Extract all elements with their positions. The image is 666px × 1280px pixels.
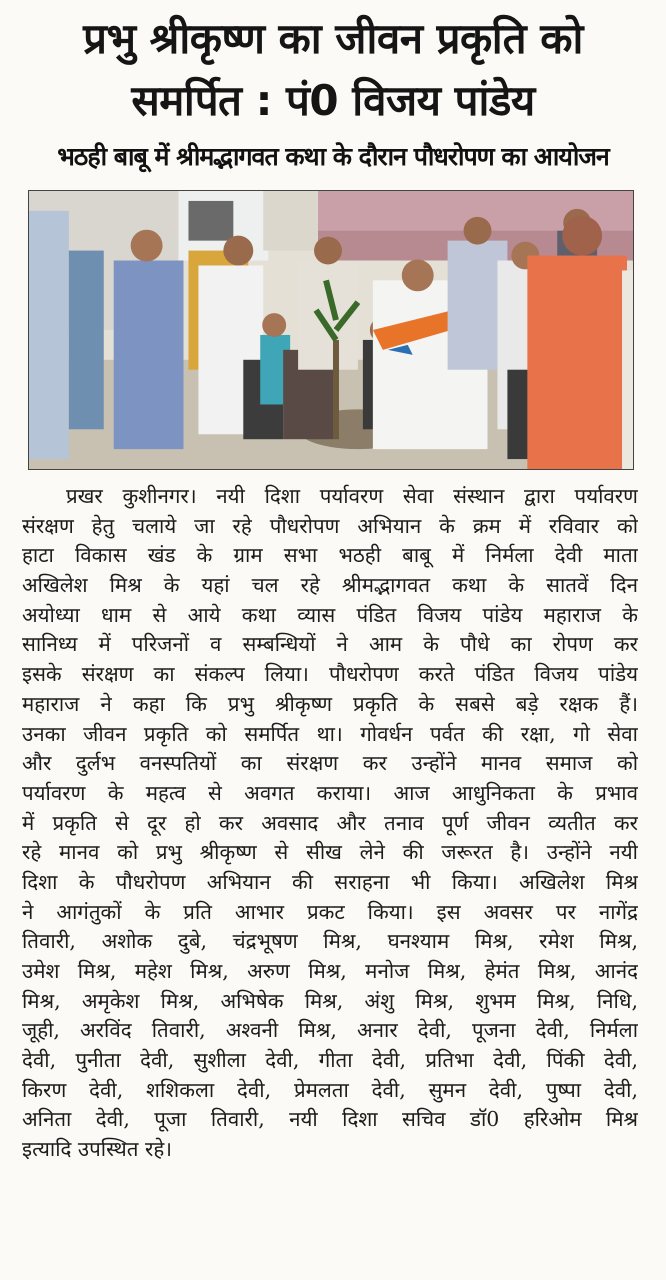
- article-line: ने आगंतुकों के प्रति आभार प्रकट किया। इस अवसर पर नागेंद्र: [22, 899, 638, 924]
- article-line: और दुर्लभ वनस्पतियों का संरक्षण कर उन्होंने मानव समाज को: [22, 751, 638, 776]
- article-line: उमेश मिश्र, महेश मिश्र, अरुण मिश्र, मनोज मिश्र, हेमंत मिश्र, आनंद: [22, 959, 638, 983]
- article-line: जूही, अरविंद तिवारी, अश्वनी मिश्र, अनार देवी, पूजना देवी, निर्मला: [22, 1018, 638, 1043]
- article-line: रहे मानव को प्रभु श्रीकृष्ण से सीख लेने की जरूरत है। उन्होंने नयी: [22, 840, 638, 865]
- article-line-last: इत्यादि उपस्थित रहे।: [22, 1137, 173, 1162]
- article-line: महाराज ने कहा कि प्रभु श्रीकृष्ण प्रकृति के सबसे बड़े रक्षक हैं।: [22, 691, 638, 716]
- headline-line-1: प्रभु श्रीकृष्ण का जीवन प्रकृति को: [83, 14, 583, 63]
- article-line: इसके संरक्षण का संकल्प लिया। पौधरोपण करते पंडित विजय पांडेय: [22, 662, 638, 687]
- article-line: हाटा विकास खंड के ग्राम सभा भठही बाबू में निर्मला देवी माता: [22, 543, 638, 568]
- article-line: मिश्र, अमृकेश मिश्र, अभिषेक मिश्र, अंशु मिश्र, शुभम मिश्र, निधि,: [22, 988, 638, 1013]
- article-line: अखिलेश मिश्र के यहां चल रहे श्रीमद्भागवत कथा के सातवें दिन: [22, 573, 638, 598]
- news-photo: [28, 190, 634, 470]
- article-line: प्रखर कुशीनगर। नयी दिशा पर्यावरण सेवा संस्थान द्वारा पर्यावरण: [66, 484, 638, 508]
- headline-line-2: समर्पित : पं0 विजय पांडेय: [131, 76, 535, 125]
- article-line: में प्रकृति से दूर हो कर अवसाद और तनाव पूर्ण जीवन व्यतीत कर: [22, 810, 638, 835]
- article-line: अयोध्या धाम से आये कथा व्यास पंडित विजय पांडेय महाराज के: [22, 602, 638, 627]
- tree-planting-photo-icon: [29, 191, 633, 469]
- article-line: तिवारी, अशोक दुबे, चंद्रभूषण मिश्र, घनश्याम मिश्र, रमेश मिश्र,: [22, 929, 638, 954]
- article-line: उनका जीवन प्रकृति को समर्पित था। गोवर्धन पर्वत की रक्षा, गो सेवा: [22, 721, 638, 746]
- subheadline: भठही बाबू में श्रीमद्भागवत कथा के दौरान पौधरोपण का आयोजन: [57, 142, 609, 171]
- article-line: किरण देवी, शशिकला देवी, प्रेमलता देवी, सुमन देवी, पुष्पा देवी,: [22, 1077, 638, 1102]
- article-body: [22, 482, 638, 1272]
- article-line: संरक्षण हेतु चलाये जा रहे पौधरोपण अभियान के क्रम में रविवार को: [22, 513, 638, 538]
- article-line: सानिध्य में परिजनों व सम्बन्धियों ने आम के पौधे का रोपण कर: [22, 632, 638, 657]
- article-line: अनिता देवी, पूजा तिवारी, नयी दिशा सचिव डॉ0 हरिओम मिश्र: [22, 1107, 638, 1132]
- article-line: पर्यावरण के महत्व से अवगत कराया। आज आधुनिकता के प्रभाव: [22, 780, 638, 805]
- article-line: देवी, पुनीता देवी, सुशीला देवी, गीता देवी, प्रतिभा देवी, पिंकी देवी,: [22, 1048, 638, 1073]
- article-line: दिशा के पौधरोपण अभियान की सराहना भी किया। अखिलेश मिश्र: [22, 869, 638, 894]
